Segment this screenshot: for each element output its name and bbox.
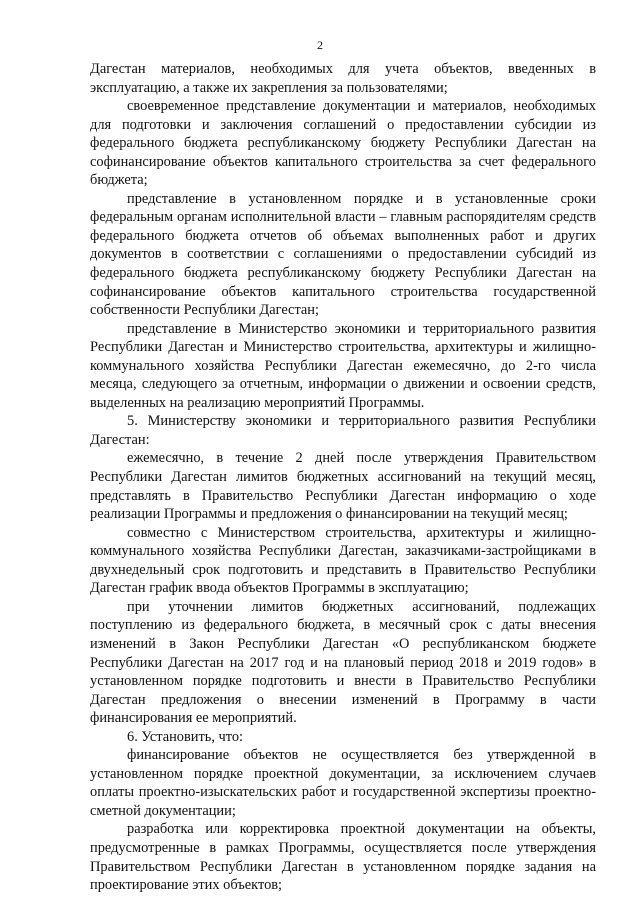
paragraph-1: Дагестан материалов, необходимых для учета объектов, введенных в эксплуатацию, а также их закрепления за пользователями; bbox=[90, 61, 596, 96]
paragraph-5: 5. Министерству экономики и территориального развития Республики Дагестан: bbox=[90, 413, 596, 448]
paragraph-7: совместно с Министерством строительства, архитектуры и жилищно-коммунального хозяйства Республики Дагестан, заказчиками-застройщиками в двухнедельный срок подготовить и представить в Правительство Республики Дагестан график ввода объектов Программы в эксплуатацию; bbox=[90, 524, 596, 597]
paragraph-8: при уточнении лимитов бюджетных ассигнований, подлежащих поступлению из федерального бюджета, в месячный срок с даты внесения изменений в Закон Республики Дагестан «О республиканском бюджете Республики Дагестан на 2017 год и на плановый период 2018 и 2019 годов» в установленном порядке подготовить и внести в Правительство Республики Дагестан предложения о внесении изменений в Программу в части финансирования ее мероприятий. bbox=[90, 598, 596, 727]
paragraph-6: ежемесячно, в течение 2 дней после утверждения Правительством Республики Дагестан лимитов бюджетных ассигнований на текущий месяц, представлять в Правительство Республики Дагестан информацию о ходе реализации Программы и предложения о финансировании на текущий месяц; bbox=[90, 450, 596, 523]
paragraph-3: представление в установленном порядке и в установленные сроки федеральным органам исполнительной власти – главным распорядителям средств федерального бюджета отчетов об объемах выполненных работ и других документов в соответствии с соглашениями о предоставлении субсидий из федерального бюджета республиканскому бюджету Республики Дагестан на софинансирование объектов капитального строительства государственной собственности Республики Дагестан; bbox=[90, 190, 596, 319]
paragraph-9: 6. Установить, что: bbox=[127, 728, 244, 745]
paragraph-11: разработка или корректировка проектной документации на объекты, предусмотренные в рамках Программы, осуществляется после утверждения Правительством Республики Дагестан в установленном порядке задания на проектирование этих объектов; bbox=[90, 821, 596, 894]
paragraph-4: представление в Министерство экономики и территориального развития Республики Дагестан и Министерство строительства, архитектуры и жилищно-коммунального хозяйства Республики Дагестан ежемесячно, до 2-го числа месяца, следующего за отчетным, информации о движении и освоении средств, выделенных на реализацию мероприятий Программы. bbox=[90, 320, 596, 411]
page-number: 2 bbox=[317, 38, 323, 52]
document-body bbox=[90, 60, 596, 895]
paragraph-2: своевременное представление документации и материалов, необходимых для подготовки и заключения соглашений о предоставлении субсидии из федерального бюджета республиканскому бюджету Республики Дагестан на софинансирование объектов капитального строительства за счет федерального бюджета; bbox=[90, 98, 596, 189]
paragraph-10: финансирование объектов не осуществляется без утвержденной в установленном порядке проектной документации, за исключением случаев оплаты проектно-изыскательских работ и государственной экспертизы проектно-сметной документации; bbox=[90, 747, 596, 819]
